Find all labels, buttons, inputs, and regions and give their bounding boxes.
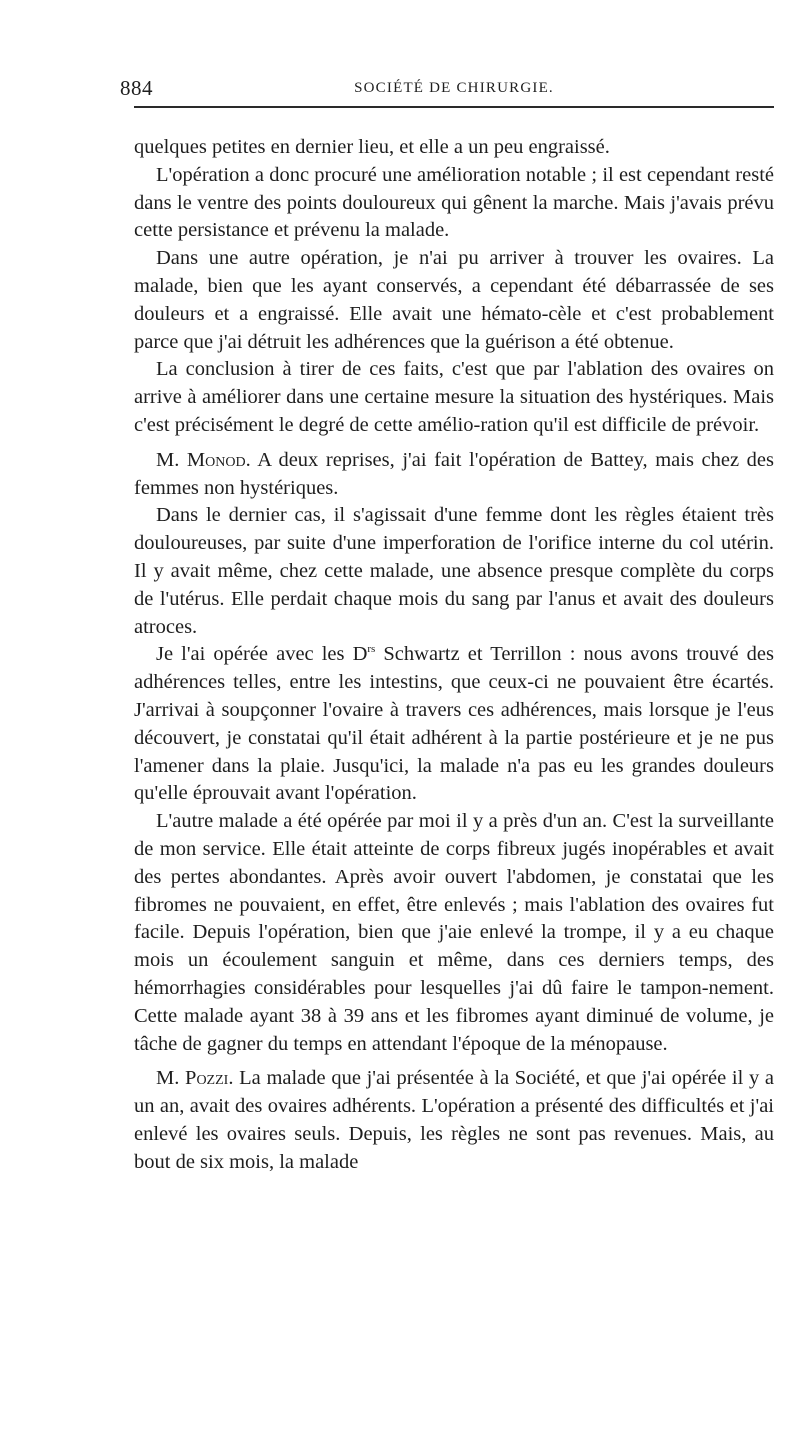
running-head: SOCIÉTÉ DE CHIRURGIE. bbox=[354, 80, 554, 96]
paragraph: L'autre malade a été opérée par moi il y a près d'un an. C'est la surveillante de mon service. Elle était atteinte de corps fibreux jugés inopérables et avait des pertes abondantes. Après avoir ouvert l'abdomen, je constatai que les fibromes ne pouvaient, en effet, être enlevés ; mais l'ablation des ovaires fut facile. Depuis l'opération, bien que j'aie enlevé la trompe, il y a eu chaque mois un écoulement sanguin et même, dans ces derniers temps, des hémorrhagies considérables pour lesquelles j'ai dû faire le tampon-nement. Cette malade ayant 38 à 39 ans et les fibromes ayant diminué de volume, je tâche de gagner du temps en attendant l'époque de la ménopause. bbox=[134, 810, 774, 1055]
page bbox=[120, 72, 774, 1176]
paragraph: La conclusion à tirer de ces faits, c'est que par l'ablation des ovaires on arrive à améliorer dans une certaine mesure la situation des hystériques. Mais c'est précisément le degré de cette amélio-ration qu'il est difficile de prévoir. bbox=[134, 358, 774, 436]
paragraph: Je l'ai opérée avec les $D^{rs}$ Schwartz et Terrillon : nous avons trouvé des adhérences telles, entre les intestins, que ceux-ci ne pouvaient être écartés. J'arrivai à soupçonner l'ovaire à travers ces adhérences, mais lorsque je l'eus découvert, je constatai qu'il était adhérent à la partie postérieure et je ne pus l'amener dans la plaie. Jusqu'ici, la malade n'a pas eu les grandes douleurs qu'elle éprouvait avant l'opération. bbox=[134, 643, 774, 805]
paragraph: L'opération a donc procuré une amélioration notable ; il est cependant resté dans le ventre des points douloureux qui gênent la marche. Mais j'avais prévu cette persistance et prévenu la malade. bbox=[134, 163, 774, 242]
page-header bbox=[120, 72, 774, 108]
page-number: 884 bbox=[120, 76, 153, 100]
paragraph: Dans une autre opération, je n'ai pu arriver à trouver les ovaires. La malade, bien que les ayant conservés, a cependant été débarrassée de ses douleurs et a engraissé. Elle avait une hémato-cèle et c'est probablement parce que j'ai détruit les adhérences que la guérison a été obtenue. bbox=[134, 247, 774, 353]
paragraph: quelques petites en dernier lieu, et elle a un peu engraissé. bbox=[134, 136, 610, 158]
paragraph-pozzi: M. Pozzi. La malade que j'ai présentée à la Société, et que j'ai opérée il y a un an, avait des ovaires adhérents. L'opération a présenté des difficultés et j'ai enlevé les ovaires seuls. Depuis, les règles ne sont pas revenues. Mais, au bout de six mois, la malade bbox=[134, 1067, 774, 1173]
paragraph-monod: M. Monod. A deux reprises, j'ai fait l'opération de Battey, mais chez des femmes non hystériques. bbox=[134, 448, 774, 499]
paragraph: Dans le dernier cas, il s'agissait d'une femme dont les règles étaient très douloureuses, par suite d'une imperforation de l'orifice interne du col utérin. Il y avait même, chez cette malade, une absence presque complète du corps de l'utérus. Elle perdait chaque mois du sang par l'anus et avait des douleurs atroces. bbox=[134, 504, 774, 638]
speaker-name: M. Pozzi. bbox=[156, 1067, 234, 1090]
speaker-name: M. Monod. bbox=[156, 448, 251, 471]
body-text bbox=[134, 134, 774, 1176]
superscript: rs bbox=[367, 643, 376, 656]
